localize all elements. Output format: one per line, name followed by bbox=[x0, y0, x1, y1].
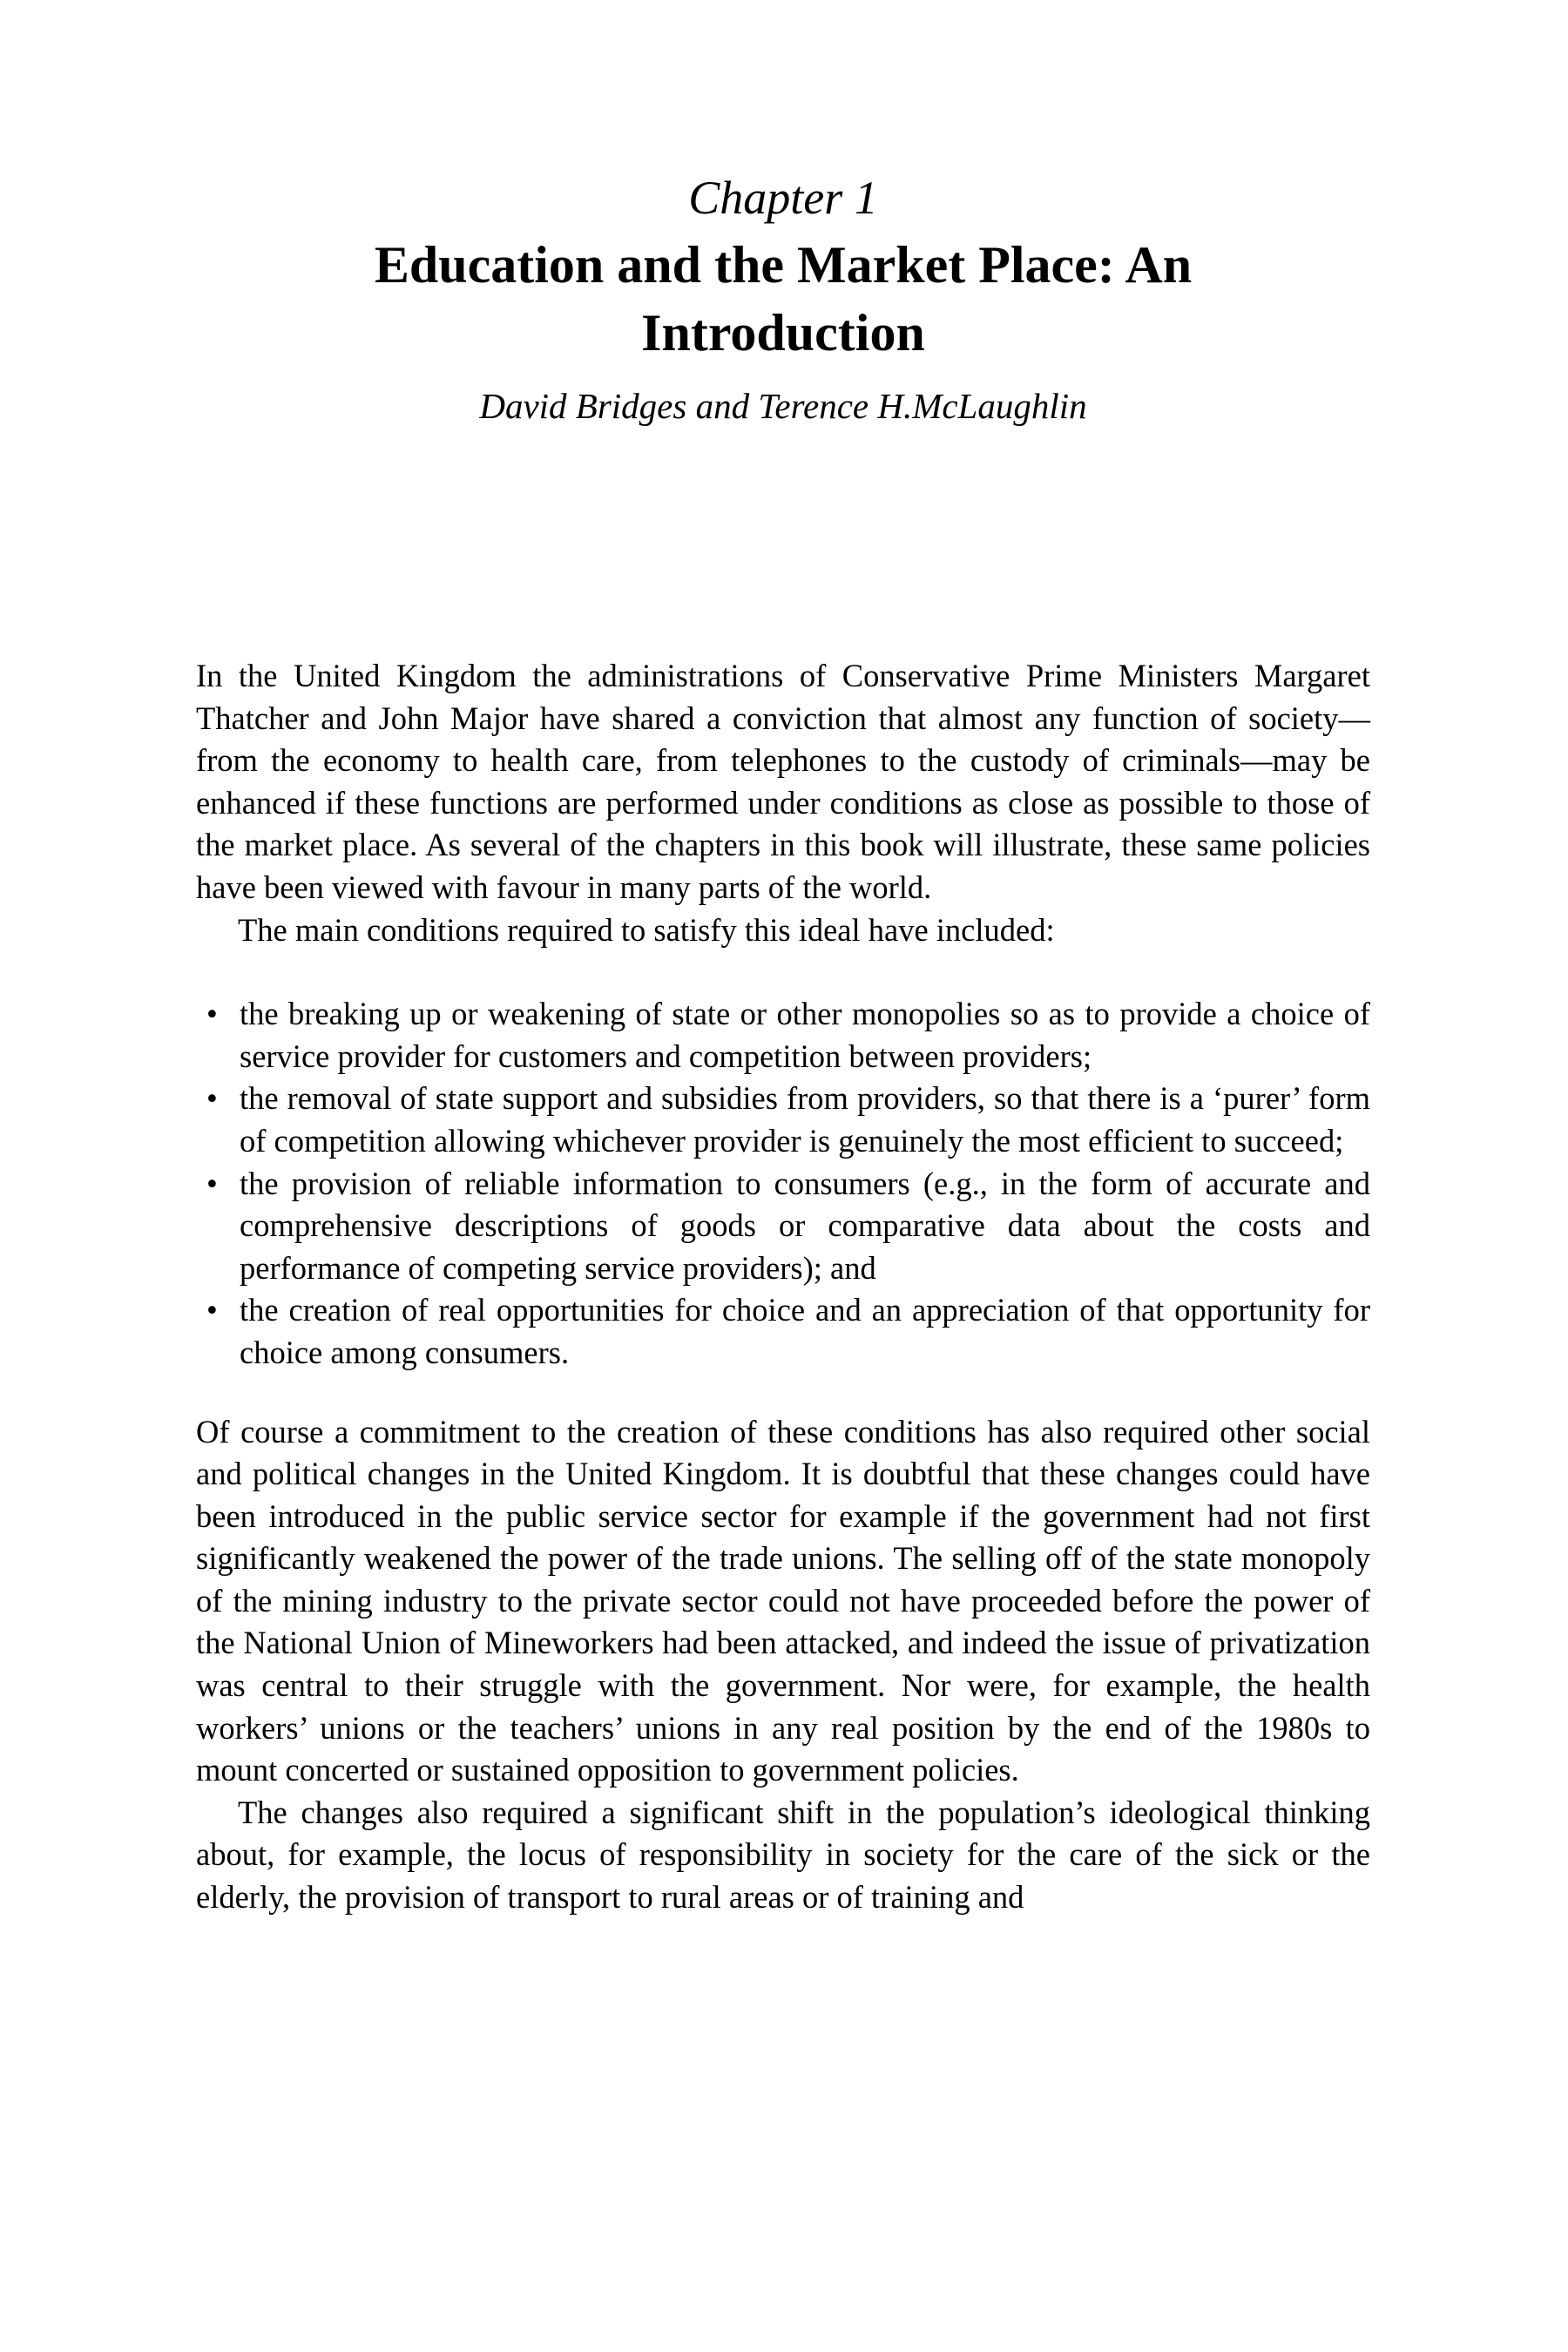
bullet-icon: • bbox=[206, 1080, 218, 1117]
chapter-authors: David Bridges and Terence H.McLaughlin bbox=[479, 386, 1087, 426]
list-item bbox=[196, 1078, 1370, 1162]
list-item-text: the creation of real opportunities for choice and an appreciation of that opportunity for choice among consumers. bbox=[240, 1292, 1370, 1370]
list-item bbox=[196, 993, 1370, 1078]
bullet-icon: • bbox=[206, 1292, 218, 1328]
chapter-label: Chapter 1 bbox=[688, 172, 878, 224]
conditions-list bbox=[196, 993, 1370, 1374]
chapter-title: Education and the Market Place: An Introduction bbox=[374, 236, 1193, 362]
chapter-heading bbox=[196, 170, 1370, 429]
list-item bbox=[196, 1163, 1370, 1290]
paragraph-ideological-shift: The changes also required a significant shift in the population’s ideological thinking about, for example, the locus of responsibility in society for the care of the sick or the elderly, the provision of transport to rural areas or of training and bbox=[196, 1794, 1370, 1916]
paragraph-intro: In the United Kingdom the administrations of Conservative Prime Ministers Margaret Thatcher and John Major have shared a conviction that almost any function of society—from the economy to health care, from telephones to the custody of criminals—may be enhanced if these functions are performed under conditions as close as possible to those of the market place. As several of the chapters in this book will illustrate, these same policies have been viewed with favour in many parts of the world. bbox=[196, 658, 1370, 905]
list-item-text: the provision of reliable information to consumers (e.g., in the form of accurate and comprehensive descriptions of goods or comparative data about the costs and performance of competing service providers); and bbox=[240, 1165, 1370, 1286]
bullet-icon: • bbox=[206, 1165, 218, 1201]
chapter-body bbox=[196, 655, 1370, 1919]
list-item-text: the breaking up or weakening of state or other monopolies so as to provide a choice of service provider for customers and competition between providers; bbox=[240, 996, 1370, 1074]
paragraph-political-changes: Of course a commitment to the creation of these conditions has also required other social and political changes in the United Kingdom. It is doubtful that these changes could have been introduced in the public service sector for example if the government had not first significantly weakened the power of the trade unions. The selling off of the state monopoly of the mining industry to the private sector could not have proceeded before the power of the National Union of Mineworkers had been attacked, and indeed the issue of privatization was central to their struggle with the government. Nor were, for example, the health workers’ unions or the teachers’ unions in any real position by the end of the 1980s to mount concerted or sustained opposition to government policies. bbox=[196, 1413, 1370, 1788]
list-item-text: the removal of state support and subsidies from providers, so that there is a ‘purer’ form of competition allowing whichever provider is genuinely the most efficient to succeed; bbox=[240, 1080, 1370, 1159]
list-item bbox=[196, 1289, 1370, 1374]
bullet-icon: • bbox=[206, 996, 218, 1032]
paragraph-conditions-lead: The main conditions required to satisfy this ideal have included: bbox=[238, 911, 1055, 948]
